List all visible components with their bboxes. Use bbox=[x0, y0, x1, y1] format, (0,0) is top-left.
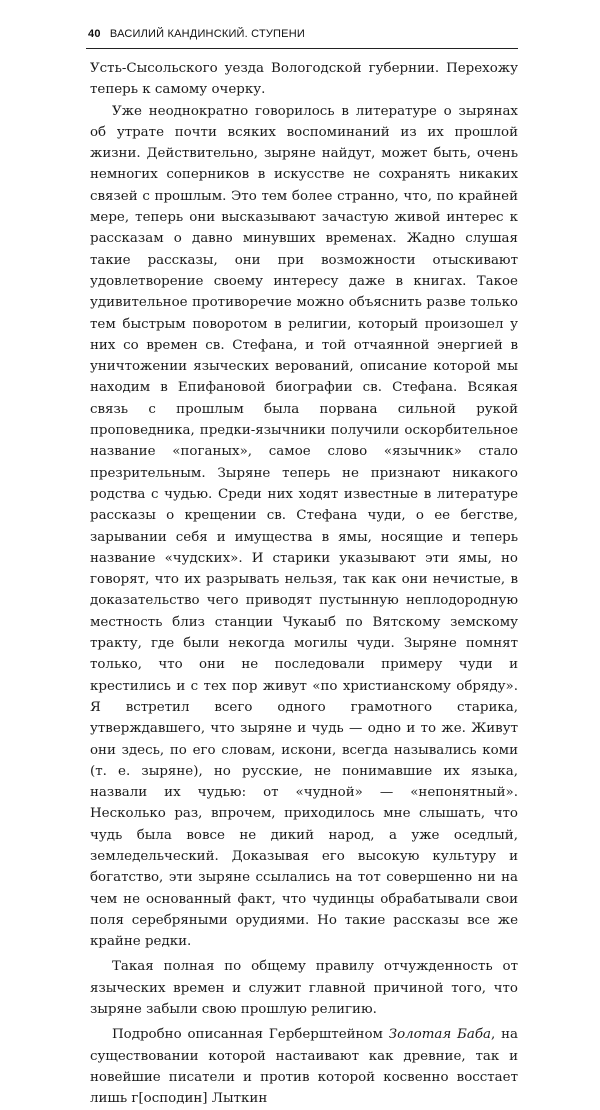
paragraph-text: , на существовании которой настаивают как древние, так и новейшие писатели и против которой косвенно восстает лишь г[осподин] Лыткин bbox=[90, 1027, 518, 1107]
running-title: ВАСИЛИЙ КАНДИНСКИЙ. СТУПЕНИ bbox=[109, 28, 305, 40]
paragraph-text: Подробно описанная Герберштейном bbox=[112, 1027, 389, 1043]
italic-title: Золотая Баба bbox=[388, 1027, 492, 1043]
header-rule bbox=[86, 48, 518, 49]
paragraph-last bbox=[90, 1024, 518, 1109]
body-text bbox=[90, 58, 518, 1110]
paragraph: Уже неоднократно говорилось в литературе о зырянах об утрате почти всяких воспоминаний из их прошлой жизни. Действительно, зыряне найдут, может быть, очень немногих соперников в искусстве не сохранять никаких связей с прошлым. Это тем более странно, что, по крайней мере, теперь они высказывают зачастую живой интерес к рассказам о давно минувших временах. Жадно слушая такие рассказы, они при возможности отыскивают удовлетворение своему интересу даже в книгах. Такое удивительное противоречие можно объяснить разве только тем быстрым поворотом в религии, который произошел у них со времен св. Стефана, и той отчаянной энергией в уничтожении языческих верований, описание которой мы находим в Епифановой биографии св. Стефана. Всякая связь с прошлым была порвана сильной рукой проповедника, предки-язычники получили оскорбительное название «поганых», самое слово «язычник» стало презрительным. Зыряне теперь не признают никакого родства с чудью. Среди них ходят известные в литературе рассказы о крещении св. Стефана чуди, о ее бегстве, зарывании себя и имущества в ямы, носящие и теперь название «чудских». И старики указывают эти ямы, но говорят, что их разрывать нельзя, так как они нечистые, в доказательство чего приводят пустынную неплодородную местность близ станции Чукаыб по Вятскому земскому тракту, где были некогда могилы чуди. Зыряне помнят только, что они не последовали примеру чуди и крестились и с тех пор живут «по христианскому обряду». Я встретил всего одного грамотного старика, утверждавшего, что зыряне и чудь — одно и то же. Живут они здесь, по его словам, искони, всегда назывались коми (т. е. зыряне), но русские, не понимавшие их языка, назвали их чудью: от «чудной» — «непонятный». Несколько раз, впрочем, приходилось мне слышать, что чудь была вовсе не дикий народ, а уже оседлый, земледельческий. Доказывая его высокую культуру и богатство, эти зыряне ссылались на тот совершенно ни на чем не основанный факт, что чудинцы обрабатывали свои поля серебряными орудиями. Но такие рассказы все же крайне редки. bbox=[90, 103, 518, 950]
page-number: 40 bbox=[88, 28, 101, 40]
paragraph: Такая полная по общему правилу отчужденность от языческих времен и служит главной причиной того, что зыряне забыли свою прошлую религию. bbox=[90, 959, 518, 1018]
paragraph-continued: Усть-Сысольского уезда Вологодской губернии. Перехожу теперь к самому очерку. bbox=[90, 61, 518, 98]
running-head bbox=[88, 28, 520, 40]
